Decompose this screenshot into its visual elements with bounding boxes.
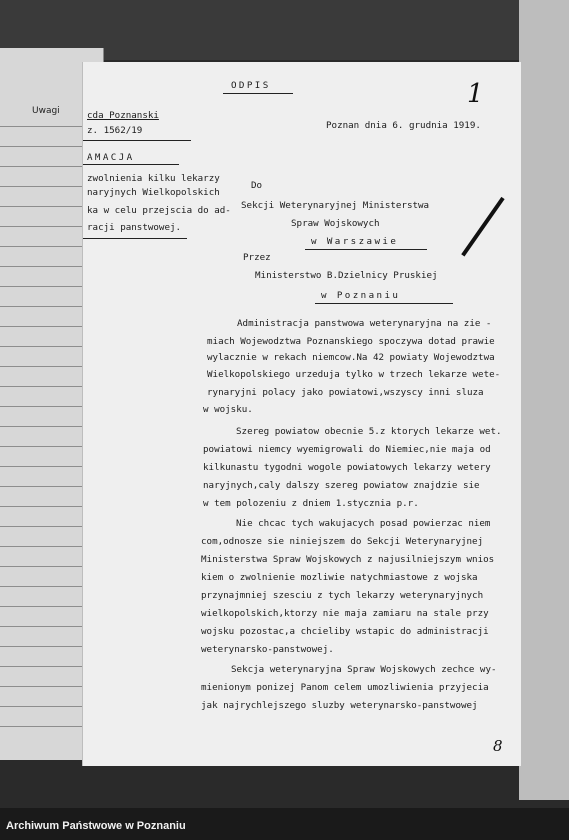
header-left-line-3: AMACJA bbox=[87, 152, 135, 163]
body-line-8: powiatowi niemcy wyemigrowali do Niemiec,nie maja od bbox=[203, 444, 491, 455]
header-left-line-2: z. 1562/19 bbox=[87, 125, 143, 136]
body-line-15: kiem o zwolnienie mozliwie natychmiastowe z wojska bbox=[201, 572, 478, 583]
body-line-2: miach Wojewodztwa Poznanskiego spoczywa dotad prawie bbox=[207, 336, 495, 347]
document-title: ODPIS bbox=[231, 80, 271, 91]
address-do: Do bbox=[251, 180, 263, 191]
margin-label: Uwagi bbox=[32, 106, 60, 116]
header-left-line-5: naryjnych Wielkopolskich bbox=[87, 187, 220, 198]
body-line-1: Administracja panstwowa weterynaryjna na zie - bbox=[237, 318, 492, 329]
header-left-line-7: racji panstwowej. bbox=[87, 222, 182, 233]
body-line-21: mienionym ponizej Panom celem umozliwienia przyjecia bbox=[201, 682, 489, 693]
archive-credit: Archiwum Państwowe w Poznaniu bbox=[6, 820, 186, 832]
handwritten-slash bbox=[461, 197, 504, 257]
document-date: Poznan dnia 6. grudnia 1919. bbox=[326, 120, 481, 131]
address-line-3: w Warszawie bbox=[311, 236, 399, 247]
document-page bbox=[82, 62, 521, 766]
address-line-4: Ministerstwo B.Dzielnicy Pruskiej bbox=[255, 270, 438, 281]
header-left-line-4: zwolnienia kilku lekarzy bbox=[87, 173, 220, 184]
body-line-10: naryjnych,caly dalszy szereg powiatow znajdzie sie bbox=[203, 480, 480, 491]
body-line-19: weterynarsko-panstwowej. bbox=[201, 644, 334, 655]
page-mark: 1 bbox=[467, 79, 484, 109]
archive-footer bbox=[0, 808, 569, 840]
body-line-11: w tem polozeniu z dniem 1.stycznia p.r. bbox=[203, 498, 419, 509]
body-line-18: wojsku pozostac,a chcieliby wstapic do administracji bbox=[201, 626, 489, 637]
body-line-4: Wielkopolskiego urzeduja tylko w trzech lekarze wete- bbox=[207, 369, 501, 380]
body-line-16: przynajmniej szesciu z tych lekarzy weterynaryjnych bbox=[201, 590, 484, 601]
body-line-7: Szereg powiatow obecnie 5.z ktorych lekarze wet. bbox=[236, 426, 502, 437]
background-right bbox=[519, 0, 569, 800]
body-line-6: w wojsku. bbox=[203, 404, 253, 415]
body-line-3: wylacznie w rekach niemcow.Na 42 powiaty Wojewodztwa bbox=[207, 352, 495, 363]
address-przez: Przez bbox=[243, 252, 271, 263]
address-line-2: Spraw Wojskowych bbox=[291, 218, 380, 229]
body-line-13: com,odnosze sie niniejszem do Sekcji Weterynaryjnej bbox=[201, 536, 484, 547]
body-line-12: Nie chcac tych wakujacych posad powierzac niem bbox=[236, 518, 491, 529]
header-left-line-1: cda Poznanski bbox=[87, 110, 159, 121]
body-line-17: wielkopolskich,ktorzy nie maja zamiaru na stale przy bbox=[201, 608, 489, 619]
body-line-5: rynaryjni polacy jako powiatowi,wszyscy inni sluza bbox=[207, 387, 484, 398]
body-line-20: Sekcja weterynaryjna Spraw Wojskowych zechce wy- bbox=[231, 664, 497, 675]
address-line-5: w Poznaniu bbox=[321, 290, 401, 301]
header-left-line-6: ka w celu przejscia do ad- bbox=[87, 205, 231, 216]
body-line-22: jak najrychlejszego sluzby weterynarsko-panstwowej bbox=[201, 700, 478, 711]
body-line-9: kilkunastu tygodni wogole powiatowych lekarzy wetery bbox=[203, 462, 491, 473]
address-line-1: Sekcji Weterynaryjnej Ministerstwa bbox=[241, 200, 430, 211]
body-line-14: Ministerstwa Spraw Wojskowych z najusilniejszym wnios bbox=[201, 554, 495, 565]
page-number: 8 bbox=[493, 737, 503, 755]
